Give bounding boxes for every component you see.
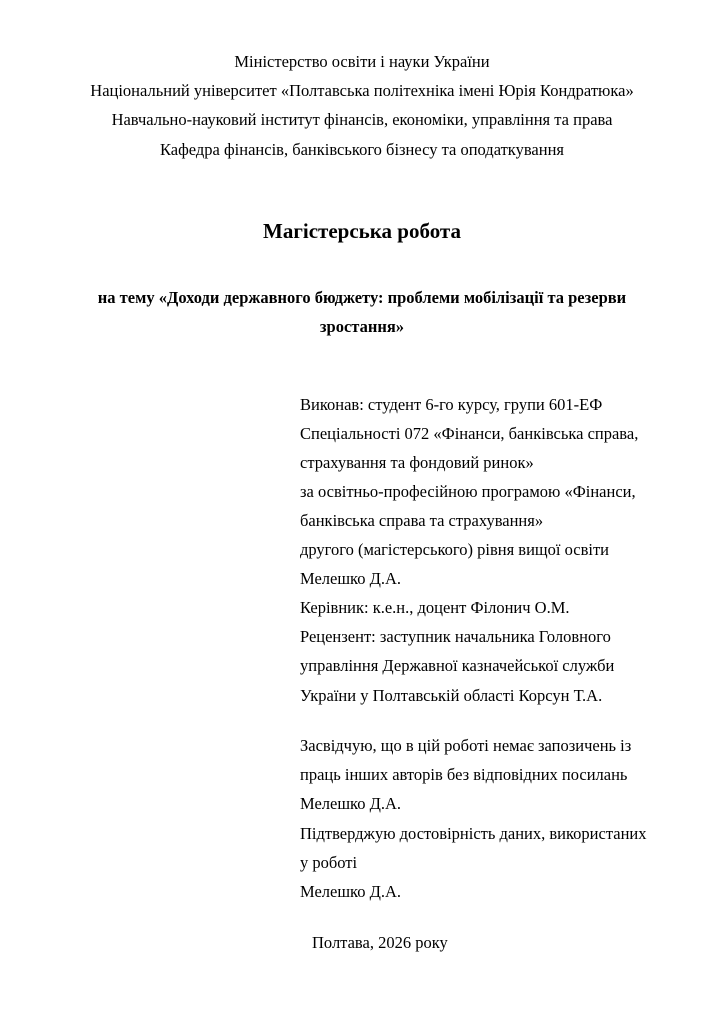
- declaration-line: Підтверджую достовірність даних, використаних: [300, 824, 647, 843]
- university-line: Національний університет «Полтавська політехніка імені Юрія Кондратюка»: [90, 81, 634, 100]
- declaration-line: праць інших авторів без відповідних посилань: [300, 765, 628, 784]
- author-line: Мелешко Д.А.: [300, 569, 402, 588]
- author-line: банківська справа та страхування»: [300, 511, 544, 530]
- institute-line: Навчально-науковий інститут фінансів, економіки, управління та права: [111, 110, 613, 129]
- author-line: Виконав: студент 6-го курсу, групи 601-ЕФ: [300, 395, 603, 414]
- declaration-line: Засвідчую, що в цій роботі немає запозичень із: [300, 736, 632, 755]
- reviewer-line: України у Полтавській області Корсун Т.А.: [300, 686, 603, 705]
- topic-line-1: на тему «Доходи державного бюджету: проблеми мобілізації та резерви: [97, 288, 627, 307]
- author-line: за освітньо-професійною програмою «Фінанси,: [300, 482, 636, 501]
- declaration-line: у роботі: [300, 853, 358, 872]
- department-line: Кафедра фінансів, банківського бізнесу та оподаткування: [159, 140, 564, 159]
- reviewer-line: Рецензент: заступник начальника Головного: [300, 627, 611, 646]
- declaration-line: Мелешко Д.А.: [300, 794, 402, 813]
- document-title: Магістерська робота: [263, 219, 461, 243]
- author-line: страхування та фондовий ринок»: [300, 453, 534, 472]
- ministry-line: Міністерство освіти і науки України: [234, 52, 490, 71]
- declaration-line: Мелешко Д.А.: [300, 882, 402, 901]
- reviewer-line: управління Державної казначейської служби: [300, 656, 615, 675]
- city-year-footer: Полтава, 2026 року: [312, 933, 448, 952]
- supervisor-line: Керівник: к.е.н., доцент Філонич О.М.: [300, 598, 570, 617]
- topic-line-2: зростання»: [319, 317, 405, 336]
- author-line: Спеціальності 072 «Фінанси, банківська справа,: [300, 424, 639, 443]
- author-line: другого (магістерського) рівня вищої освіти: [300, 540, 609, 559]
